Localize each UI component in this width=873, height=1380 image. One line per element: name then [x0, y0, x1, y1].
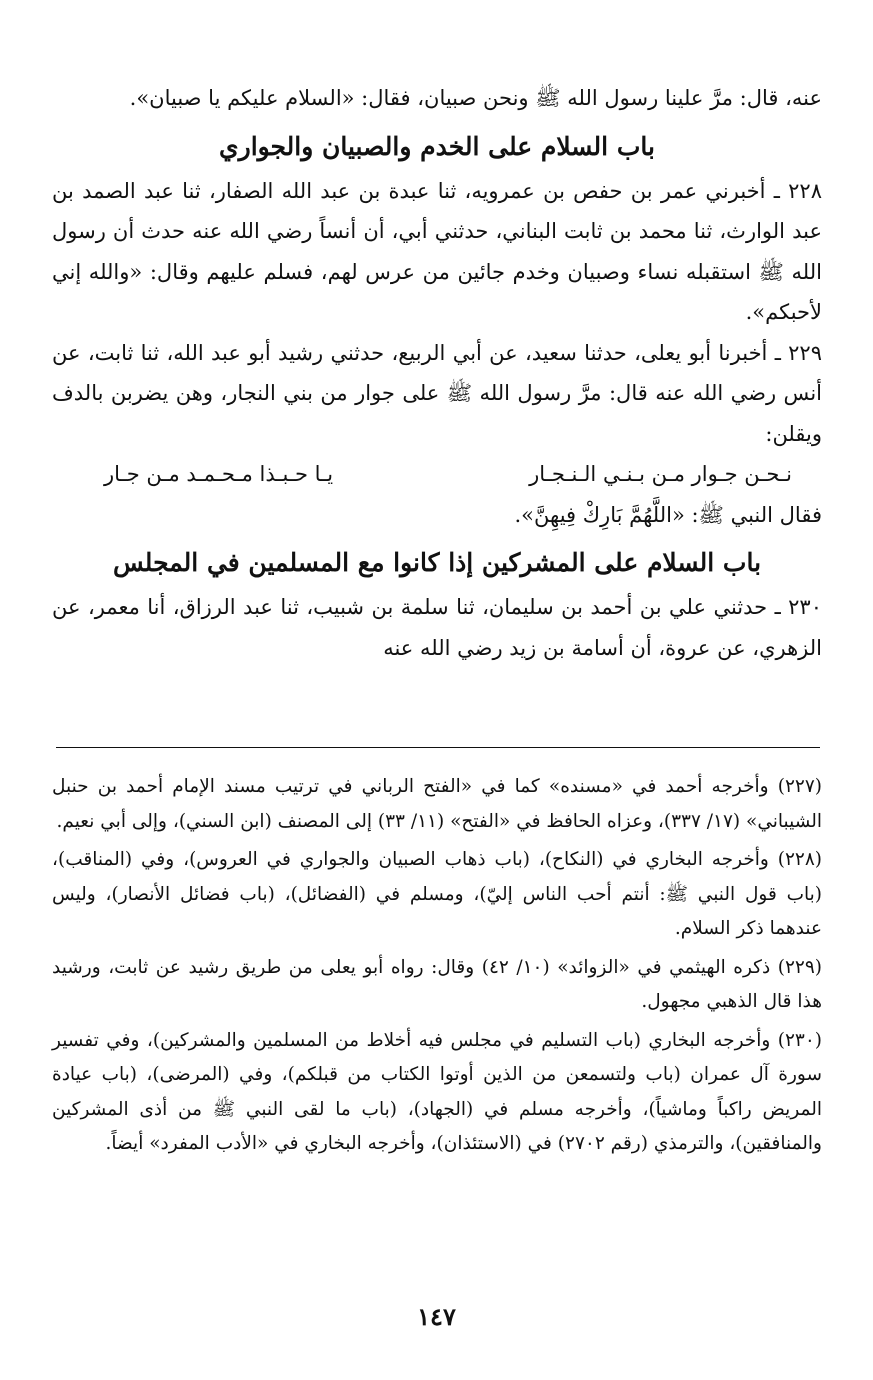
hadith-228: ٢٢٨ ـ أخبرني عمر بن حفص بن عمرويه، ثنا عبدة بن عبد الله الصفار، ثنا عبد الصمد بن عبد الوارث، ثنا محمد بن ثابت البناني، حدثني أبي، أن أنساً رضي الله عنه حدث أن رسول الله ﷺ استقبله نساء وصبيان وخدم جائين من عرس لهم، فسلم عليهم وقال: «والله إني لأحبكم». — [52, 178, 822, 324]
footnote-230: (٢٣٠) وأخرجه البخاري (باب التسليم في مجلس فيه أخلاط من المسلمين والمشركين)، وفي تفسير سورة آل عمران (باب ولتسمعن من الذين أوتوا الكتاب من قبلكم)، وفي (المرضى)، (باب عيادة المريض راكباً وماشياً)، وأخرجه مسلم في (الجهاد)، (باب ما لقى النبي ﷺ من أذى المشركين والمنافقين)، والترمذي (رقم ٢٧٠٢) في (الاستئذان)، وأخرجه البخاري في «الأدب المفرد» أيضاً. — [52, 1029, 822, 1154]
main-text — [52, 78, 822, 668]
chapter-heading-1: باب السلام على الخدم والصبيان والجواري — [219, 131, 655, 161]
footnotes — [52, 770, 822, 1166]
footnote-227: (٢٢٧) وأخرجه أحمد في «مسنده» كما في «الفتح الرباني في ترتيب مسند الإمام أحمد بن حنبل الشيباني» (١٧/ ٣٣٧)، وعزاه الحافظ في «الفتح» (١١/ ٣٣) إلى المصنف (ابن السني)، وإلى أبي نعيم. — [52, 776, 822, 832]
paragraph-intro: عنه، قال: مرَّ علينا رسول الله ﷺ ونحن صبيان، فقال: «السلام عليكم يا صبيان». — [129, 86, 822, 110]
poem-hemistich-right: نـحـن جـوار مـن بـنـي الـنـجـار — [529, 462, 792, 486]
poem-hemistich-left: يـا حـبـذا مـحـمـد مـن جـار — [104, 462, 334, 486]
footnote-228: (٢٢٨) وأخرجه البخاري في (النكاح)، (باب ذهاب الصبيان والجواري في العروس)، وفي (المناقب)، (باب قول النبي ﷺ: أنتم أحب الناس إليّ)، ومسلم في (الفضائل)، (باب فضائل الأنصار)، وليس عندهما ذكر السلام. — [52, 849, 822, 939]
hadith-229: ٢٢٩ ـ أخبرنا أبو يعلى، حدثنا سعيد، عن أبي الربيع، حدثني رشيد أبو عبد الله، ثنا ثابت، عن أنس رضي الله عنه قال: مرَّ رسول الله ﷺ على جوار من بني النجار، وهن يضربن بالدف ويقلن: — [52, 340, 822, 446]
footnote-229: (٢٢٩) ذكره الهيثمي في «الزوائد» (١٠/ ٤٢) وقال: رواه أبو يعلى من طريق رشيد عن ثابت، ورشيد هذا قال الذهبي مجهول. — [52, 956, 822, 1012]
footnote-divider — [56, 747, 820, 748]
poem-verse — [52, 454, 822, 495]
chapter-heading-2: باب السلام على المشركين إذا كانوا مع المسلمين في المجلس — [112, 548, 762, 577]
hadith-230: ٢٣٠ ـ حدثني علي بن أحمد بن سليمان، ثنا سلمة بن شبيب، ثنا عبد الرزاق، أنا معمر، عن الزهري، عن عروة، أن أسامة بن زيد رضي الله عنه — [52, 595, 822, 660]
hadith-229-end: فقال النبي ﷺ: «اللَّهُمَّ بَارِكْ فِيهِنَّ». — [514, 502, 822, 527]
page-number: ١٤٧ — [417, 1302, 456, 1331]
